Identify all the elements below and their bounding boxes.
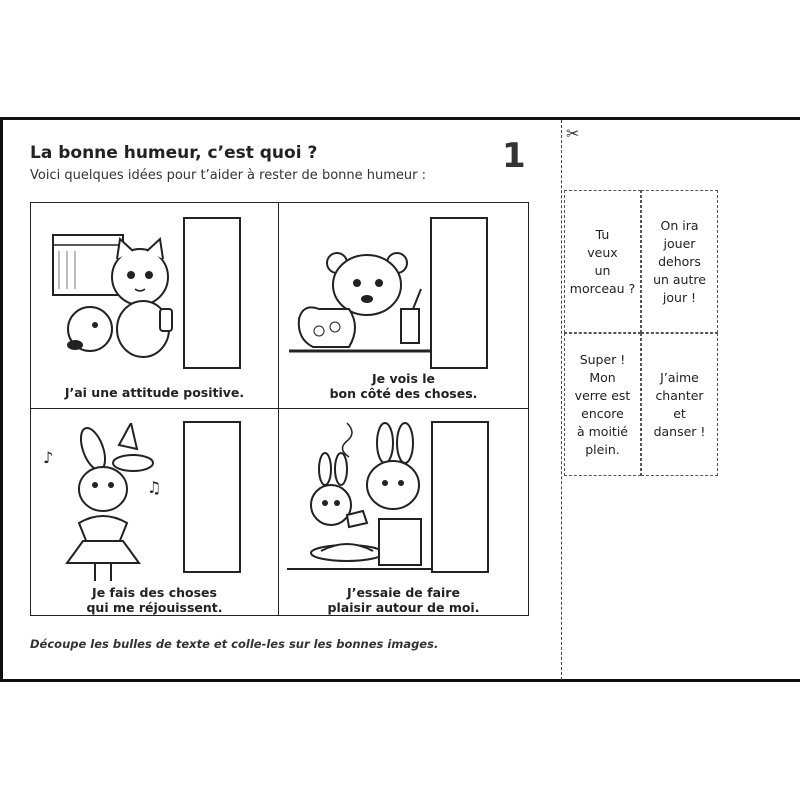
panel-grid bbox=[30, 202, 529, 616]
scissors-icon: ✂ bbox=[566, 124, 580, 143]
cutout-text: J’aime chanter et danser ! bbox=[653, 369, 706, 439]
page-number: 1 bbox=[502, 136, 526, 176]
panel-bright-side bbox=[279, 203, 528, 409]
cutout-cards bbox=[564, 190, 718, 476]
panel-positive-attitude bbox=[31, 203, 279, 409]
dancing-bunny-icon bbox=[39, 423, 187, 583]
cutout-text: On ira jouer dehors un autre jour ! bbox=[653, 217, 706, 305]
cutout-card[interactable] bbox=[641, 333, 718, 476]
cat-and-dog-icon bbox=[45, 229, 185, 364]
svg-text:♫: ♫ bbox=[147, 478, 162, 497]
svg-text:♪: ♪ bbox=[43, 448, 54, 467]
speech-bubble-blank[interactable] bbox=[183, 217, 241, 369]
cutout-card[interactable] bbox=[641, 190, 718, 333]
cutout-card[interactable] bbox=[564, 190, 641, 333]
page-subtitle: Voici quelques idées pour t’aider à rester de bonne humeur : bbox=[30, 168, 426, 183]
page-title: La bonne humeur, c’est quoi ? bbox=[30, 143, 318, 163]
bunnies-with-cake-icon bbox=[287, 419, 432, 579]
cutout-text: Tu veux un morceau ? bbox=[569, 226, 636, 296]
cutout-card[interactable] bbox=[564, 333, 641, 476]
cut-line bbox=[561, 120, 562, 680]
panel-caption: Je fais des choses qui me réjouissent. bbox=[86, 585, 223, 615]
panel-please-others bbox=[279, 409, 528, 615]
speech-bubble-blank[interactable] bbox=[430, 217, 488, 369]
panel-caption: Je vois le bon côté des choses. bbox=[329, 371, 478, 401]
page-border bbox=[0, 117, 3, 682]
panel-caption: J’ai une attitude positive. bbox=[64, 385, 245, 400]
panel-rejoice bbox=[31, 409, 279, 615]
speech-bubble-blank[interactable] bbox=[183, 421, 241, 573]
speech-bubble-blank[interactable] bbox=[431, 421, 489, 573]
bear-with-glass-icon bbox=[289, 247, 434, 357]
cutout-text: Super ! Mon verre est encore à moitié plein. bbox=[574, 351, 631, 457]
instruction-text: Découpe les bulles de texte et colle-les sur les bonnes images. bbox=[30, 637, 439, 651]
panel-caption: J’essaie de faire plaisir autour de moi. bbox=[327, 585, 480, 615]
